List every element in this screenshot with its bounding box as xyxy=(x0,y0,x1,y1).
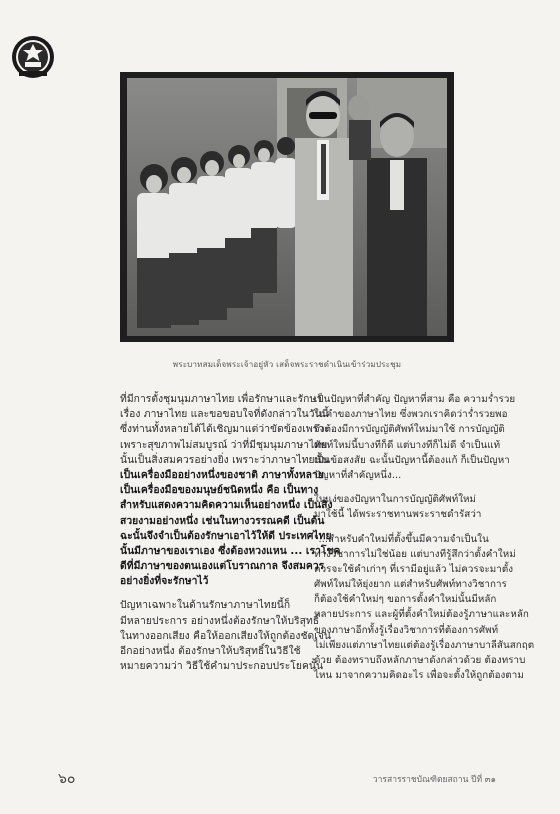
text-line: เป็นข้อสงสัย ฉะนั้นปัญหานี้ต้องแก้ ก็เป็นปัญหา xyxy=(314,454,510,466)
text-line: ทางวิชาการไม่ใช่น้อย แต่บางทีรู้สึกว่าตั้งคำใหม่ xyxy=(314,548,516,560)
page-footer xyxy=(0,768,560,798)
text-line: เรื่อง ภาษาไทย และขอขอบใจที่ดังกล่าวในวันนี้ xyxy=(120,408,329,421)
text-line xyxy=(314,483,462,492)
royal-institute-seal-icon xyxy=(10,34,56,80)
photo-caption: พระบาทสมเด็จพระเจ้าอยู่หัว เสด็จพระราชดำเนินเข้าร่วมประชุม xyxy=(172,360,402,369)
text-line: เป็นปัญหาที่สำคัญ ปัญหาที่สาม คือ ความร่ำรวย xyxy=(314,394,516,405)
text-line: มาใช้นี้ ได้พระราชทานพระราชดำรัสว่า xyxy=(314,509,482,521)
text-line: เป็นเครื่องมืออย่างหนึ่งของชาติ ภาษาทั้งหลาย xyxy=(120,468,324,481)
text-line: ไม่เพียงแต่ภาษาไทยแต่ต้องรู้เรื่องภาษาบาลีสันสกฤต xyxy=(314,639,535,651)
text-line: ปัญหาที่สำคัญหนึ่ง... xyxy=(314,469,402,481)
text-line: ฉะนั้นจึงจำเป็นต้องรักษาเอาไว้ให้ดี ประเทศไทย xyxy=(120,529,332,542)
text-line: อย่างยิ่งที่จะรักษาไว้ xyxy=(120,575,209,588)
photo-frame xyxy=(120,72,454,342)
text-line xyxy=(314,523,462,532)
text-line: นั้นมีภาษาของเราเอง ซึ่งต้องหวงแหน ... เราโชค xyxy=(120,544,341,557)
text-line xyxy=(120,589,325,598)
text-line: อีกอย่างหนึ่ง ต้องรักษาให้บริสุทธิ์ในวิธีใช้ xyxy=(120,645,301,657)
text-line: หมายความว่า วิธีใช้คำมาประกอบประโยคนั้น xyxy=(120,660,324,673)
text-line: ศัพท์ใหม่นี้บางทีก็ดี แต่บางทีก็ไม่ดี จำเป็นแท้ xyxy=(314,439,501,451)
page-number: ๖๐ xyxy=(58,771,76,787)
text-line: ในคำของภาษาไทย ซึ่งพวกเราคิดว่าร่ำรวยพอ xyxy=(314,409,508,421)
text-line: จึงต้องมีการบัญญัติศัพท์ใหม่มาใช้ การบัญญัติ xyxy=(314,424,505,436)
text-line: ควรจะใช้คำเก่าๆ ที่เรามีอยู่แล้ว ไม่ควรจะมาตั้ง xyxy=(314,563,514,575)
text-line: ในทางออกเสียง คือให้ออกเสียงให้ถูกต้องชัดเจน xyxy=(120,629,332,642)
right-text-column xyxy=(314,392,535,683)
text-line: นั้นเป็นสิ่งสมควรอย่างยิ่ง เพราะว่าภาษาไทยนั้น xyxy=(120,453,329,466)
text-line: ที่มีการตั้งชุมนุมภาษาไทย เพื่อรักษาและรักษา xyxy=(120,393,323,405)
text-line: สวยงามอย่างหนึ่ง เช่นในทางวรรณคดี เป็นต้น xyxy=(120,514,325,527)
text-line: เป็นเครื่องมือของมนุษย์ชนิดหนึ่ง คือ เป็นทาง xyxy=(120,484,319,497)
text-line: มีหลายประการ อย่างหนึ่งต้องรักษาให้บริสุทธิ์ xyxy=(120,614,320,627)
left-text-column xyxy=(120,392,341,674)
text-line: สำหรับแสดงความคิดความเห็นอย่างหนึ่ง เป็นสิ่ง xyxy=(120,499,333,512)
text-line: ศัพท์ใหม่ให้ยุ่งยาก แต่สำหรับศัพท์ทางวิชาการ xyxy=(314,579,507,591)
text-line: ของภาษาอีกทั้งรู้เรื่องวิชาการที่ต้องการศัพท์ xyxy=(314,624,499,636)
text-line: ซึ่งท่านทั้งหลายได้ได้เชิญมาแต่ว่าขัดข้องเพราะ xyxy=(120,423,330,436)
text-line: ดีที่มีภาษาของตนเองแต่โบราณกาล จึงสมควร xyxy=(120,560,325,573)
text-line: ปัญหาเฉพาะในด้านรักษาภาษาไทยนี้ก็ xyxy=(120,599,291,612)
text-line: ก็ต้องใช้คำใหม่ๆ ขอการตั้งคำใหม่นั้นมีหลัก xyxy=(314,594,497,606)
royal-visit-photo xyxy=(127,78,447,336)
text-line: ไหน มาจากความคิดอะไร เพื่อจะตั้งให้ถูกต้องตาม xyxy=(314,670,524,682)
text-line: เพราะสุขภาพไม่สมบูรณ์ ว่าที่มีชุมนุมภาษาไทย xyxy=(120,438,328,451)
text-line: ด้วย ต้องทราบถึงหลักภาษาดังกล่าวด้วย ต้องทราบ xyxy=(314,655,526,666)
text-line: หลายประการ และผู้ที่ตั้งคำใหม่ต้องรู้ภาษาและหลัก xyxy=(314,609,529,621)
text-line: ในแง่ของปัญหาในการบัญญัติศัพท์ใหม่ xyxy=(314,494,477,506)
text-line: "...สำหรับคำใหม่ที่ตั้งขึ้นมีความจำเป็นใน xyxy=(314,533,489,545)
journal-title: วารสารราชบัณฑิตยสถาน ปีที่ ๓๑ xyxy=(372,775,496,785)
